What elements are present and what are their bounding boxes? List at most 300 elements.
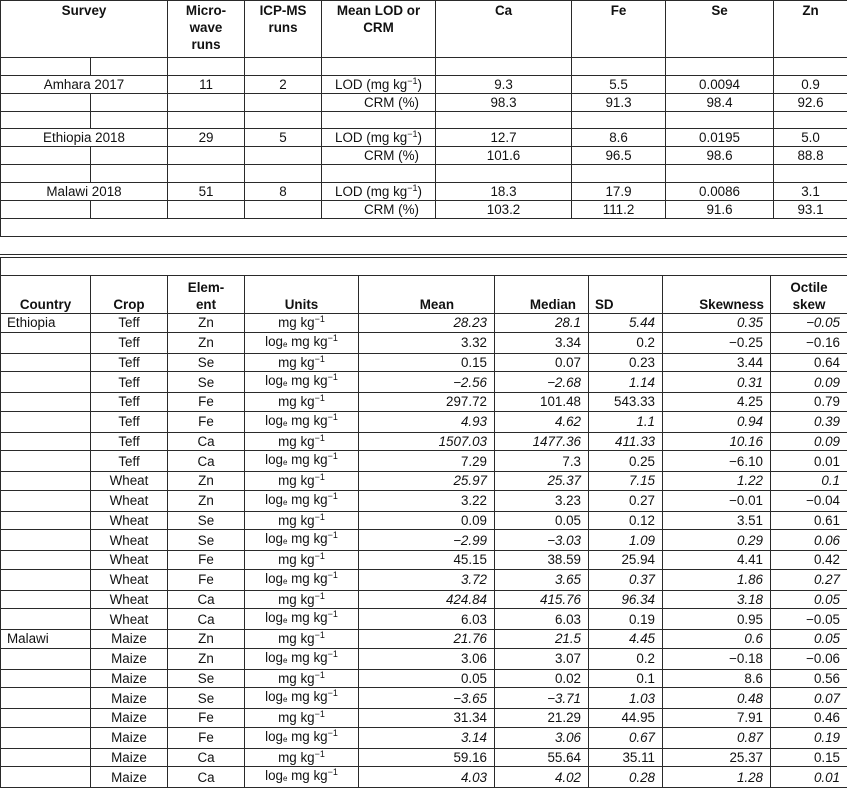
header-icpms-runs: ICP-MS runs	[245, 1, 322, 58]
cell-element: Fe	[168, 551, 245, 570]
units-text: mg kg	[278, 631, 314, 646]
cell-crop: Maize	[91, 688, 168, 709]
units-text: mg kg	[278, 355, 314, 370]
cell-element: Se	[168, 353, 245, 372]
units-sup: −1	[328, 767, 338, 777]
blank-cell	[1, 200, 91, 218]
cell-skewness: −0.25	[663, 332, 771, 353]
cell-element: Fe	[168, 727, 245, 748]
cell-country	[1, 332, 91, 353]
units-sup: −1	[315, 551, 325, 561]
cell-element: Se	[168, 530, 245, 551]
cell-skewness: 0.35	[663, 314, 771, 333]
units-log: log	[265, 689, 283, 704]
blank-cell	[168, 200, 245, 218]
lod-label-text: LOD (mg kg	[335, 130, 407, 145]
table-row	[1, 451, 847, 472]
cell-crop: Teff	[91, 353, 168, 372]
cell-median: 38.59	[495, 551, 589, 570]
units-text: mg kg	[278, 710, 314, 725]
cell-sd: 0.23	[589, 353, 663, 372]
blank-cell	[245, 200, 322, 218]
units-text: mg kg	[287, 689, 327, 704]
header-zn: Zn	[774, 1, 847, 58]
lod-label-close: )	[418, 184, 422, 199]
cell-element: Se	[168, 372, 245, 393]
blank-cell	[666, 111, 774, 129]
cell-units	[245, 451, 359, 472]
units-sup: −1	[328, 530, 338, 540]
cell-skewness: −0.18	[663, 648, 771, 669]
spacer-cell	[1, 256, 847, 276]
cell-skewness: 8.6	[663, 669, 771, 688]
header-octile-skew: Octile skew	[771, 276, 847, 314]
cell-units	[245, 609, 359, 630]
cell-octile-skew: 0.07	[771, 688, 847, 709]
cell-octile-skew: 0.64	[771, 353, 847, 372]
header-median: Median	[495, 276, 589, 314]
units-text: mg kg	[287, 768, 327, 783]
lod-label-close: )	[418, 130, 422, 145]
spacer-row	[1, 218, 847, 236]
units-log-base: e	[283, 419, 287, 428]
cell-crop: Teff	[91, 451, 168, 472]
cell-crop: Teff	[91, 432, 168, 451]
blank-cell	[322, 58, 436, 76]
units-text: mg kg	[287, 729, 327, 744]
microwave-runs: 29	[168, 129, 245, 147]
header-mean: Mean	[359, 276, 495, 314]
units-sup: −1	[315, 630, 325, 640]
survey-crm-row	[1, 147, 847, 165]
crm-fe: 96.5	[572, 147, 666, 165]
crm-zn: 88.8	[774, 147, 847, 165]
cell-crop: Maize	[91, 727, 168, 748]
microwave-runs: 11	[168, 75, 245, 93]
cell-sd: 0.67	[589, 727, 663, 748]
cell-octile-skew: 0.19	[771, 727, 847, 748]
cell-median: −2.68	[495, 372, 589, 393]
cell-median: 21.5	[495, 630, 589, 649]
units-sup: −1	[328, 728, 338, 738]
units-text: mg kg	[287, 531, 327, 546]
lod-se: 0.0094	[666, 75, 774, 93]
cell-units	[245, 669, 359, 688]
spacer-row	[1, 256, 847, 276]
cell-mean: 28.23	[359, 314, 495, 333]
header-country: Country	[1, 276, 91, 314]
cell-country: Ethiopia	[1, 314, 91, 333]
crm-label: CRM (%)	[322, 200, 436, 218]
cell-sd: 1.14	[589, 372, 663, 393]
header-ca: Ca	[436, 1, 572, 58]
cell-median: 7.3	[495, 451, 589, 472]
lod-fe: 8.6	[572, 129, 666, 147]
survey-lod-row	[1, 129, 847, 147]
cell-crop: Maize	[91, 709, 168, 728]
survey-name: Amhara 2017	[1, 75, 168, 93]
cell-mean: 3.32	[359, 332, 495, 353]
blank-cell	[168, 165, 245, 183]
units-log: log	[265, 452, 283, 467]
lod-label-sup: −1	[407, 183, 417, 193]
table-row	[1, 393, 847, 412]
cell-element: Zn	[168, 332, 245, 353]
blank-cell	[666, 58, 774, 76]
blank-row	[1, 58, 847, 76]
units-log-base: e	[283, 340, 287, 349]
units-sup: −1	[315, 354, 325, 364]
units-log: log	[265, 650, 283, 665]
cell-country	[1, 748, 91, 767]
cell-element: Ca	[168, 432, 245, 451]
units-sup: −1	[328, 649, 338, 659]
cell-octile-skew: 0.39	[771, 411, 847, 432]
cell-country	[1, 372, 91, 393]
cell-element: Fe	[168, 411, 245, 432]
cell-skewness: 0.6	[663, 630, 771, 649]
units-text: mg kg	[278, 315, 314, 330]
cell-mean: 0.15	[359, 353, 495, 372]
blank-cell	[91, 147, 168, 165]
cell-mean: 3.06	[359, 648, 495, 669]
cell-country	[1, 432, 91, 451]
cell-skewness: 0.94	[663, 411, 771, 432]
table-row	[1, 411, 847, 432]
cell-units	[245, 393, 359, 412]
cell-country	[1, 648, 91, 669]
microwave-runs: 51	[168, 182, 245, 200]
header-units: Units	[245, 276, 359, 314]
units-log-base: e	[283, 735, 287, 744]
cell-element: Zn	[168, 314, 245, 333]
units-log: log	[265, 373, 283, 388]
blank-cell	[91, 58, 168, 76]
cell-crop: Wheat	[91, 530, 168, 551]
cell-crop: Wheat	[91, 511, 168, 530]
units-text: mg kg	[278, 671, 314, 686]
blank-cell	[572, 111, 666, 129]
cell-skewness: 0.31	[663, 372, 771, 393]
table-row	[1, 332, 847, 353]
table-row	[1, 609, 847, 630]
cell-mean: 3.72	[359, 569, 495, 590]
cell-crop: Maize	[91, 669, 168, 688]
units-text: mg kg	[287, 650, 327, 665]
cell-crop: Maize	[91, 767, 168, 788]
blank-cell	[1, 111, 91, 129]
cell-units	[245, 630, 359, 649]
cell-country	[1, 669, 91, 688]
lod-zn: 3.1	[774, 182, 847, 200]
cell-median: 3.06	[495, 727, 589, 748]
cell-country	[1, 709, 91, 728]
table-row	[1, 648, 847, 669]
cell-sd: 0.37	[589, 569, 663, 590]
cell-element: Se	[168, 511, 245, 530]
blank-cell	[322, 111, 436, 129]
cell-median: 4.62	[495, 411, 589, 432]
table-row	[1, 727, 847, 748]
blank-cell	[245, 93, 322, 111]
blank-row	[1, 165, 847, 183]
units-log: log	[265, 571, 283, 586]
cell-element: Zn	[168, 648, 245, 669]
survey-lod-row	[1, 75, 847, 93]
cell-crop: Wheat	[91, 590, 168, 609]
units-sup: −1	[315, 749, 325, 759]
cell-crop: Wheat	[91, 490, 168, 511]
units-log: log	[265, 334, 283, 349]
lod-label	[322, 182, 436, 200]
crm-ca: 98.3	[436, 93, 572, 111]
blank-cell	[168, 58, 245, 76]
cell-country	[1, 490, 91, 511]
cell-units	[245, 372, 359, 393]
cell-octile-skew: 0.61	[771, 511, 847, 530]
units-text: mg kg	[278, 513, 314, 528]
cell-country	[1, 569, 91, 590]
blank-cell	[1, 165, 91, 183]
units-sup: −1	[315, 512, 325, 522]
units-text: mg kg	[287, 373, 327, 388]
crm-se: 98.6	[666, 147, 774, 165]
survey-lod-row	[1, 182, 847, 200]
cell-units	[245, 748, 359, 767]
units-sup: −1	[328, 688, 338, 698]
table-row	[1, 511, 847, 530]
cell-crop: Teff	[91, 411, 168, 432]
cell-units	[245, 709, 359, 728]
table-row	[1, 748, 847, 767]
cell-units	[245, 727, 359, 748]
units-text: mg kg	[278, 750, 314, 765]
units-text: mg kg	[278, 473, 314, 488]
blank-cell	[245, 111, 322, 129]
cell-units	[245, 767, 359, 788]
cell-element: Fe	[168, 709, 245, 728]
units-text: mg kg	[278, 592, 314, 607]
cell-octile-skew: −0.16	[771, 332, 847, 353]
icpms-runs: 2	[245, 75, 322, 93]
cell-median: 1477.36	[495, 432, 589, 451]
lod-zn: 0.9	[774, 75, 847, 93]
units-sup: −1	[328, 451, 338, 461]
units-text: mg kg	[287, 610, 327, 625]
table-row	[1, 669, 847, 688]
cell-octile-skew: 0.15	[771, 748, 847, 767]
cell-crop: Maize	[91, 648, 168, 669]
units-log-base: e	[283, 577, 287, 586]
cell-sd: 96.34	[589, 590, 663, 609]
table-row	[1, 353, 847, 372]
cell-octile-skew: 0.01	[771, 451, 847, 472]
blank-cell	[436, 165, 572, 183]
cell-country	[1, 530, 91, 551]
units-log-base: e	[283, 537, 287, 546]
cell-octile-skew: −0.04	[771, 490, 847, 511]
cell-mean: 4.93	[359, 411, 495, 432]
cell-sd: 44.95	[589, 709, 663, 728]
lod-ca: 12.7	[436, 129, 572, 147]
table-row	[1, 709, 847, 728]
header-mean-lod-crm: Mean LOD or CRM	[322, 1, 436, 58]
crm-ca: 101.6	[436, 147, 572, 165]
units-sup: −1	[328, 412, 338, 422]
cell-mean: 3.14	[359, 727, 495, 748]
cell-sd: 1.1	[589, 411, 663, 432]
cell-skewness: 25.37	[663, 748, 771, 767]
cell-median: 101.48	[495, 393, 589, 412]
cell-sd: 25.94	[589, 551, 663, 570]
units-log: log	[265, 492, 283, 507]
table-row	[1, 472, 847, 491]
cell-skewness: 1.86	[663, 569, 771, 590]
cell-skewness: 1.22	[663, 472, 771, 491]
cell-units	[245, 551, 359, 570]
units-log-base: e	[283, 379, 287, 388]
cell-country	[1, 411, 91, 432]
table-row	[1, 432, 847, 451]
blank-cell	[168, 93, 245, 111]
units-sup: −1	[315, 591, 325, 601]
cell-octile-skew: 0.1	[771, 472, 847, 491]
cell-mean: 59.16	[359, 748, 495, 767]
cell-crop: Wheat	[91, 472, 168, 491]
crm-se: 91.6	[666, 200, 774, 218]
blank-cell	[91, 111, 168, 129]
table-row	[1, 551, 847, 570]
cell-sd: 4.45	[589, 630, 663, 649]
blank-cell	[91, 165, 168, 183]
cell-mean: 1507.03	[359, 432, 495, 451]
cell-octile-skew: −0.06	[771, 648, 847, 669]
cell-crop: Teff	[91, 314, 168, 333]
crm-fe: 91.3	[572, 93, 666, 111]
cell-mean: 7.29	[359, 451, 495, 472]
units-text: mg kg	[278, 394, 314, 409]
units-text: mg kg	[278, 434, 314, 449]
cell-mean: 6.03	[359, 609, 495, 630]
units-log-base: e	[283, 498, 287, 507]
cell-octile-skew: −0.05	[771, 314, 847, 333]
cell-octile-skew: 0.09	[771, 432, 847, 451]
cell-mean: 25.97	[359, 472, 495, 491]
cell-median: 4.02	[495, 767, 589, 788]
cell-sd: 411.33	[589, 432, 663, 451]
cell-octile-skew: 0.09	[771, 372, 847, 393]
cell-units	[245, 511, 359, 530]
units-text: mg kg	[287, 452, 327, 467]
cell-country: Malawi	[1, 630, 91, 649]
cell-median: −3.71	[495, 688, 589, 709]
cell-mean: −2.99	[359, 530, 495, 551]
cell-element: Ca	[168, 590, 245, 609]
cell-skewness: 0.48	[663, 688, 771, 709]
cell-skewness: 0.29	[663, 530, 771, 551]
units-log: log	[265, 729, 283, 744]
cell-median: 3.34	[495, 332, 589, 353]
cell-country	[1, 609, 91, 630]
cell-median: 25.37	[495, 472, 589, 491]
blank-cell	[666, 165, 774, 183]
cell-mean: −2.56	[359, 372, 495, 393]
cell-median: 0.05	[495, 511, 589, 530]
cell-element: Fe	[168, 569, 245, 590]
units-log-base: e	[283, 774, 287, 783]
survey-crm-row	[1, 93, 847, 111]
cell-element: Zn	[168, 630, 245, 649]
cell-units	[245, 648, 359, 669]
blank-cell	[572, 58, 666, 76]
units-sup: −1	[315, 709, 325, 719]
cell-octile-skew: 0.56	[771, 669, 847, 688]
cell-octile-skew: 0.79	[771, 393, 847, 412]
cell-mean: 0.09	[359, 511, 495, 530]
cell-country	[1, 551, 91, 570]
cell-median: 0.07	[495, 353, 589, 372]
cell-median: 3.65	[495, 569, 589, 590]
units-log: log	[265, 413, 283, 428]
cell-octile-skew: 0.06	[771, 530, 847, 551]
units-sup: −1	[328, 491, 338, 501]
cell-sd: 5.44	[589, 314, 663, 333]
cell-country	[1, 353, 91, 372]
cell-element: Ca	[168, 767, 245, 788]
cell-units	[245, 353, 359, 372]
stats-header-row	[1, 276, 847, 314]
cell-mean: 297.72	[359, 393, 495, 412]
units-text: mg kg	[287, 334, 327, 349]
cell-median: 21.29	[495, 709, 589, 728]
cell-country	[1, 688, 91, 709]
blank-cell	[774, 165, 847, 183]
units-sup: −1	[328, 609, 338, 619]
cell-median: 6.03	[495, 609, 589, 630]
cell-mean: 31.34	[359, 709, 495, 728]
cell-median: 55.64	[495, 748, 589, 767]
units-log-base: e	[283, 656, 287, 665]
cell-skewness: 4.25	[663, 393, 771, 412]
cell-element: Zn	[168, 490, 245, 511]
cell-sd: 543.33	[589, 393, 663, 412]
cell-crop: Teff	[91, 332, 168, 353]
header-sd: SD	[589, 276, 663, 314]
cell-skewness: 3.18	[663, 590, 771, 609]
blank-cell	[1, 58, 91, 76]
cell-units	[245, 569, 359, 590]
cell-median: 3.07	[495, 648, 589, 669]
cell-octile-skew: 0.46	[771, 709, 847, 728]
lod-crm-table	[0, 0, 847, 237]
cell-sd: 0.12	[589, 511, 663, 530]
blank-cell	[572, 165, 666, 183]
units-sup: −1	[315, 393, 325, 403]
blank-cell	[436, 111, 572, 129]
units-sup: −1	[315, 670, 325, 680]
cell-country	[1, 451, 91, 472]
cell-sd: 1.09	[589, 530, 663, 551]
icpms-runs: 5	[245, 129, 322, 147]
cell-element: Ca	[168, 609, 245, 630]
cell-sd: 0.1	[589, 669, 663, 688]
cell-element: Se	[168, 688, 245, 709]
blank-cell	[1, 93, 91, 111]
cell-units	[245, 490, 359, 511]
blank-cell	[245, 147, 322, 165]
cell-units	[245, 314, 359, 333]
cell-crop: Teff	[91, 372, 168, 393]
